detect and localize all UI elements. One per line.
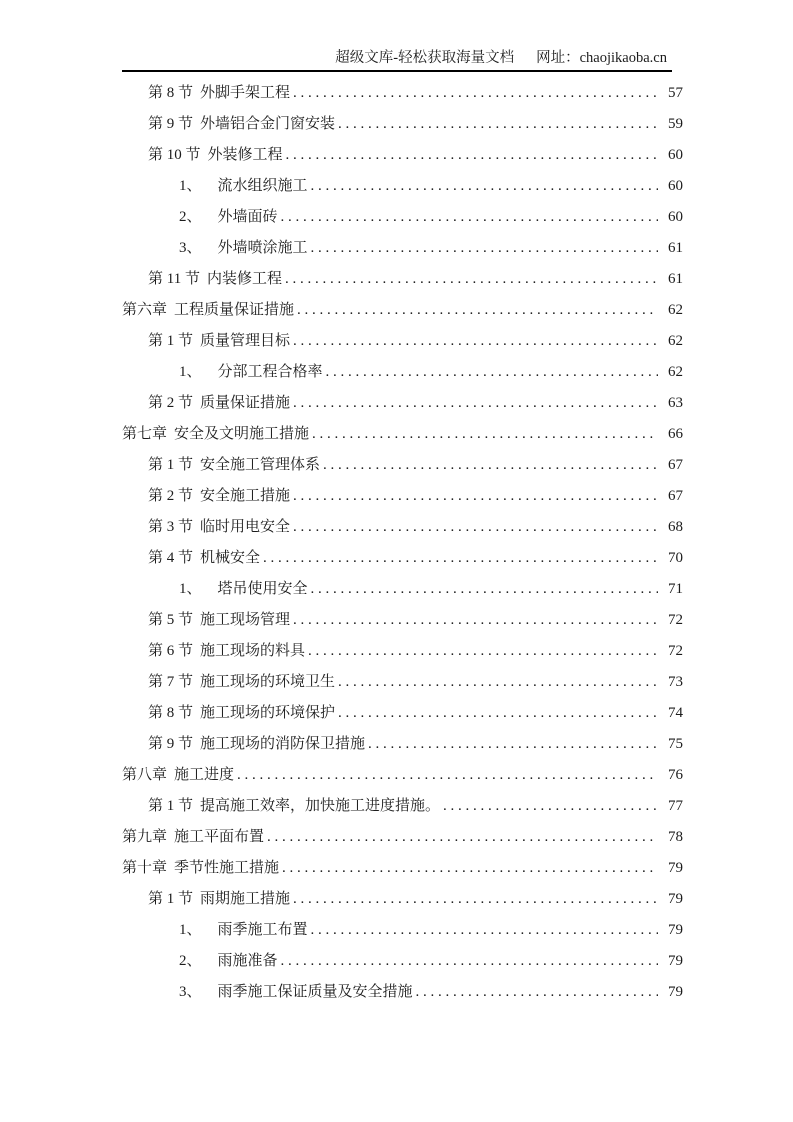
toc-entry-page: 62 xyxy=(668,302,683,318)
toc-entry[interactable] xyxy=(122,233,683,264)
toc-entry-number: 第 2 节 xyxy=(148,395,194,411)
toc-dot-leader xyxy=(293,884,658,915)
toc-entry-number: 第 7 节 xyxy=(148,674,194,690)
toc-entry-number: 3、 xyxy=(179,984,202,1000)
toc-entry[interactable] xyxy=(122,326,683,357)
toc-entry-page: 60 xyxy=(668,178,683,194)
toc-entry-title: 塔吊使用安全 xyxy=(217,581,308,597)
toc-entry-number: 第六章 xyxy=(122,302,168,318)
toc-entry-title: 外墙面砖 xyxy=(217,209,278,225)
toc-entry-title: 施工现场的消防保卫措施 xyxy=(200,736,366,752)
toc-entry-title: 施工现场的料具 xyxy=(200,643,306,659)
toc-entry[interactable] xyxy=(122,977,683,1008)
toc-entry-title: 内装修工程 xyxy=(206,271,282,287)
toc-entry-title: 雨季施工布置 xyxy=(217,922,308,938)
toc-entry[interactable] xyxy=(122,140,683,171)
toc-entry-page: 74 xyxy=(668,705,683,721)
toc-entry-number: 第 11 节 xyxy=(148,271,200,287)
toc-entry-title: 外脚手架工程 xyxy=(200,85,291,101)
toc-entry-page: 67 xyxy=(668,457,683,473)
toc-entry-number: 第 10 节 xyxy=(148,147,201,163)
toc-entry[interactable] xyxy=(122,946,683,977)
toc-entry-page: 61 xyxy=(668,240,683,256)
toc-entry-title: 外墙喷涂施工 xyxy=(217,240,308,256)
toc-dot-leader xyxy=(285,264,658,295)
toc-entry[interactable] xyxy=(122,512,683,543)
toc-entry-page: 72 xyxy=(668,612,683,628)
toc-entry-number: 第十章 xyxy=(122,860,168,876)
toc-entry[interactable] xyxy=(122,884,683,915)
toc-entry-title: 季节性施工措施 xyxy=(174,860,280,876)
toc-entry[interactable] xyxy=(122,915,683,946)
toc-dot-leader xyxy=(293,512,658,543)
toc-entry-page: 76 xyxy=(668,767,683,783)
page-header xyxy=(0,48,667,68)
toc-entry-title: 质量保证措施 xyxy=(200,395,291,411)
toc-entry-page: 67 xyxy=(668,488,683,504)
toc-entry-number: 第 2 节 xyxy=(148,488,194,504)
toc-entry-page: 72 xyxy=(668,643,683,659)
toc-entry-number: 第七章 xyxy=(122,426,168,442)
toc-dot-leader xyxy=(443,791,658,822)
toc-dot-leader xyxy=(338,698,658,729)
toc-entry-title: 雨施准备 xyxy=(217,953,278,969)
toc-entry-page: 62 xyxy=(668,333,683,349)
toc-dot-leader xyxy=(368,729,658,760)
toc-entry[interactable] xyxy=(122,388,683,419)
toc-entry-title: 施工现场管理 xyxy=(200,612,291,628)
table-of-contents xyxy=(122,78,683,1008)
toc-entry[interactable] xyxy=(122,729,683,760)
toc-dot-leader xyxy=(293,78,658,109)
toc-dot-leader xyxy=(323,450,658,481)
toc-entry[interactable] xyxy=(122,791,683,822)
toc-entry[interactable] xyxy=(122,605,683,636)
toc-entry-page: 78 xyxy=(668,829,683,845)
toc-entry-page: 73 xyxy=(668,674,683,690)
toc-dot-leader xyxy=(293,326,658,357)
toc-entry-number: 第 1 节 xyxy=(148,333,194,349)
toc-entry[interactable] xyxy=(122,574,683,605)
toc-dot-leader xyxy=(338,109,658,140)
toc-entry-page: 79 xyxy=(668,891,683,907)
toc-entry[interactable] xyxy=(122,822,683,853)
toc-entry-number: 第 5 节 xyxy=(148,612,194,628)
header-url-label: 网址：chaojikaoba.cn xyxy=(536,50,667,66)
toc-entry[interactable] xyxy=(122,109,683,140)
toc-entry-number: 第 1 节 xyxy=(148,891,194,907)
toc-entry[interactable] xyxy=(122,667,683,698)
toc-entry-title: 提高施工效率，加快施工进度措施。 xyxy=(200,798,441,814)
toc-entry-title: 安全及文明施工措施 xyxy=(174,426,310,442)
toc-dot-leader xyxy=(281,202,658,233)
toc-entry[interactable] xyxy=(122,760,683,791)
toc-entry-page: 70 xyxy=(668,550,683,566)
toc-dot-leader xyxy=(338,667,658,698)
toc-entry-number: 第 6 节 xyxy=(148,643,194,659)
toc-entry-title: 机械安全 xyxy=(200,550,261,566)
toc-entry-number: 第 9 节 xyxy=(148,736,194,752)
toc-entry-page: 62 xyxy=(668,364,683,380)
toc-entry-page: 60 xyxy=(668,147,683,163)
toc-entry-number: 1、 xyxy=(179,364,202,380)
toc-entry-page: 61 xyxy=(668,271,683,287)
toc-entry-number: 第 9 节 xyxy=(148,116,194,132)
toc-entry-title: 临时用电安全 xyxy=(200,519,291,535)
toc-entry-title: 流水组织施工 xyxy=(217,178,308,194)
toc-entry[interactable] xyxy=(122,543,683,574)
toc-dot-leader xyxy=(312,419,658,450)
toc-entry[interactable] xyxy=(122,357,683,388)
toc-dot-leader xyxy=(237,760,658,791)
toc-entry-number: 第 1 节 xyxy=(148,798,194,814)
toc-entry-title: 雨季施工保证质量及安全措施 xyxy=(217,984,413,1000)
header-rule xyxy=(122,70,672,72)
toc-entry-page: 79 xyxy=(668,922,683,938)
toc-dot-leader xyxy=(311,915,658,946)
toc-dot-leader xyxy=(293,388,658,419)
toc-entry[interactable] xyxy=(122,698,683,729)
toc-entry-number: 第 4 节 xyxy=(148,550,194,566)
toc-entry-page: 68 xyxy=(668,519,683,535)
toc-dot-leader xyxy=(267,822,658,853)
toc-entry-page: 79 xyxy=(668,984,683,1000)
toc-entry-title: 工程质量保证措施 xyxy=(174,302,295,318)
toc-entry-number: 第 1 节 xyxy=(148,457,194,473)
toc-entry-title: 施工现场的环境卫生 xyxy=(200,674,336,690)
toc-entry-page: 63 xyxy=(668,395,683,411)
toc-entry-page: 79 xyxy=(668,860,683,876)
toc-dot-leader xyxy=(293,605,658,636)
toc-entry-title: 雨期施工措施 xyxy=(200,891,291,907)
toc-dot-leader xyxy=(311,171,658,202)
toc-entry[interactable] xyxy=(122,264,683,295)
toc-entry[interactable] xyxy=(122,202,683,233)
toc-entry-title: 安全施工管理体系 xyxy=(200,457,321,473)
toc-dot-leader xyxy=(311,233,658,264)
toc-entry-number: 1、 xyxy=(179,581,202,597)
toc-dot-leader xyxy=(282,853,658,884)
toc-entry[interactable] xyxy=(122,419,683,450)
toc-dot-leader xyxy=(281,946,658,977)
toc-entry-page: 60 xyxy=(668,209,683,225)
toc-entry-number: 第九章 xyxy=(122,829,168,845)
toc-dot-leader xyxy=(293,481,658,512)
toc-entry-number: 第 3 节 xyxy=(148,519,194,535)
toc-entry[interactable] xyxy=(122,78,683,109)
header-site-label: 超级文库-轻松获取海量文档 xyxy=(335,50,515,66)
toc-entry-title: 施工进度 xyxy=(174,767,235,783)
toc-entry-page: 59 xyxy=(668,116,683,132)
toc-entry-number: 2、 xyxy=(179,953,202,969)
toc-entry-title: 外装修工程 xyxy=(207,147,283,163)
toc-entry[interactable] xyxy=(122,450,683,481)
toc-entry-title: 施工现场的环境保护 xyxy=(200,705,336,721)
toc-entry-number: 3、 xyxy=(179,240,202,256)
toc-entry-page: 79 xyxy=(668,953,683,969)
toc-dot-leader xyxy=(297,295,658,326)
toc-dot-leader xyxy=(311,574,658,605)
toc-entry-number: 1、 xyxy=(179,922,202,938)
toc-entry[interactable] xyxy=(122,636,683,667)
toc-dot-leader xyxy=(308,636,658,667)
toc-entry-number: 1、 xyxy=(179,178,202,194)
toc-entry-page: 66 xyxy=(668,426,683,442)
toc-entry[interactable] xyxy=(122,481,683,512)
toc-entry-page: 57 xyxy=(668,85,683,101)
toc-entry-page: 75 xyxy=(668,736,683,752)
toc-entry[interactable] xyxy=(122,853,683,884)
toc-entry-number: 第 8 节 xyxy=(148,85,194,101)
toc-entry-title: 分部工程合格率 xyxy=(217,364,323,380)
toc-entry-title: 外墙铝合金门窗安装 xyxy=(200,116,336,132)
toc-entry-title: 施工平面布置 xyxy=(174,829,265,845)
toc-entry-number: 2、 xyxy=(179,209,202,225)
toc-entry-title: 安全施工措施 xyxy=(200,488,291,504)
toc-dot-leader xyxy=(286,140,658,171)
toc-dot-leader xyxy=(326,357,658,388)
toc-dot-leader xyxy=(263,543,658,574)
toc-entry-page: 71 xyxy=(668,581,683,597)
toc-entry-number: 第 8 节 xyxy=(148,705,194,721)
toc-entry-page: 77 xyxy=(668,798,683,814)
toc-entry[interactable] xyxy=(122,295,683,326)
toc-entry-title: 质量管理目标 xyxy=(200,333,291,349)
toc-entry[interactable] xyxy=(122,171,683,202)
toc-entry-number: 第八章 xyxy=(122,767,168,783)
toc-dot-leader xyxy=(416,977,658,1008)
